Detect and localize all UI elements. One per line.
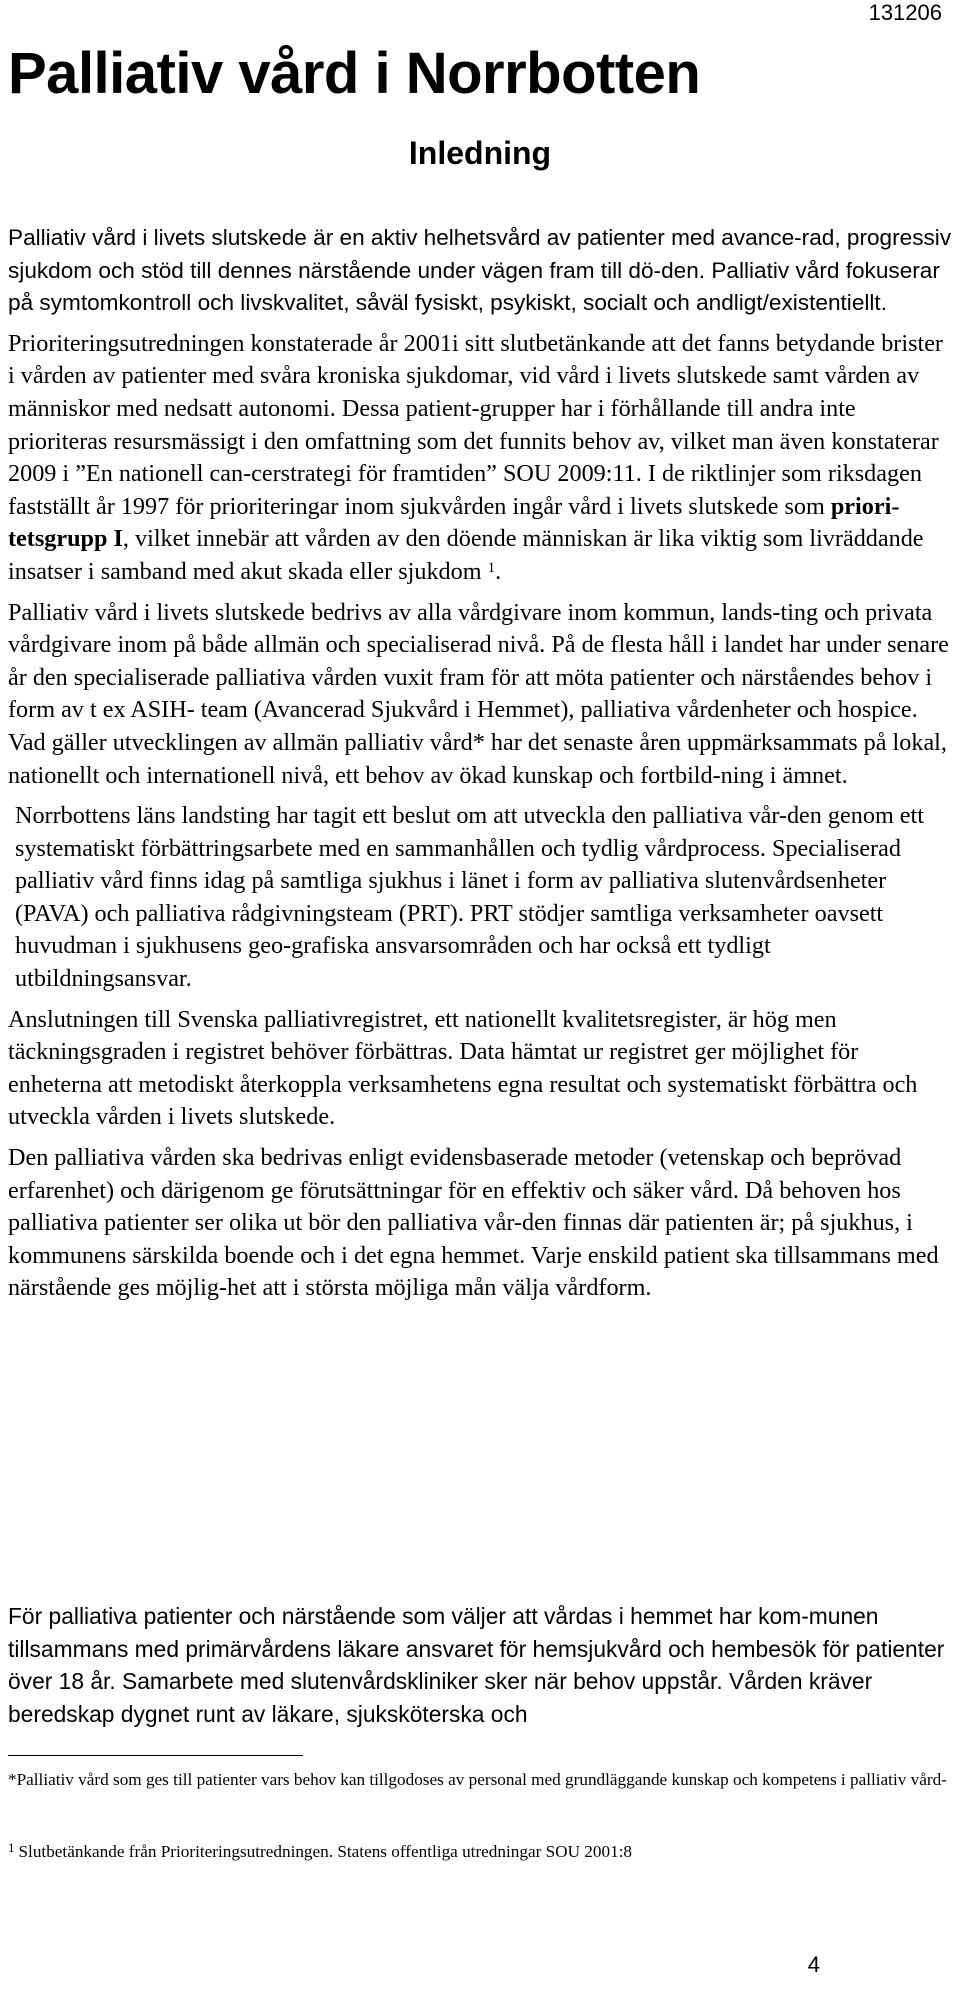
section-heading: Inledning: [408, 135, 552, 171]
paragraph-intro: Palliativ vård i livets slutskede är en aktiv helhetsvård av patienter med avance-rad, progressiv sjukdom och stöd till dennes närstående under vägen fram till dö-den. Palliativ vård fokuserar på symtomkontroll och livskvalitet, såväl fysiskt, psykiskt, socialt och andligt/existentiellt.: [8, 225, 952, 316]
page-title: Palliativ vård i Norrbotten: [8, 41, 701, 106]
paragraph-prioritization: [8, 328, 953, 589]
paragraph-registry: Anslutningen till Svenska palliativregistret, ett nationellt kvalitetsregister, är hög men täckningsgraden i registret behöver förbättras. Data hämtat ur registret ger möjlighet för enheterna att metodiskt återkoppla verksamhetens egna resultat och systematiskt förbättra och utveckla vården i livets slutskede.: [8, 1005, 918, 1131]
paragraph-evidence: Den palliativa vården ska bedrivas enligt evidensbaserade metoder (vetenskap och beprövad erfarenhet) och därigenom ge förutsättningar för en effektiv och säker vård. Då behoven hos palliativa patienter ser olika ut bör den palliativa vår-den finnas där patienten är; på sjukhus, i kommunens särskilda boende och i det egna hemmet. Varje enskild patient ska tillsammans med närstående ges möjlig-het att i största möjliga mån välja vårdform.: [8, 1144, 939, 1302]
footnote-1-number: 1: [8, 1840, 15, 1855]
footnote-divider: [8, 1755, 303, 1756]
page-number: 4: [807, 1952, 820, 1977]
paragraph-norrbotten: Norrbottens läns landsting har tagit ett beslut om att utveckla den palliativa vår-den genom ett systematiskt förbättringsarbete med en sammanhållen och tydlig vårdprocess. Specialiserad palliativ vård finns idag på samtliga sjukhus i länet i form av palliativa slutenvårdsenheter (PAVA) och palliativa rådgivningsteam (PRT). PRT stödjer samtliga verksamheter oavsett huvudman i sjukhusens geo-grafiska ansvarsområden och har också ett tydligt utbildningsansvar.: [15, 802, 924, 993]
footnote-1-text: Slutbetänkande från Prioriteringsutredningen. Statens offentliga utredningar SOU 2001:8: [18, 1842, 633, 1861]
paragraph-prioritization-end: .: [495, 557, 502, 585]
footnote-ref-1: 1: [487, 559, 496, 576]
body-text: [8, 222, 953, 1313]
paragraph-home-care: För palliativa patienter och närstående som väljer att vårdas i hemmet har kom-munen tillsammans med primärvårdens läkare ansvaret för hemsjukvård och hembesök för patienter över 18 år. Samarbete med slutenvårdskliniker sker när behov uppstår. Vården kräver beredskap dygnet runt av läkare, sjuksköterska och: [8, 1603, 945, 1727]
footnote-star: *Palliativ vård som ges till patienter vars behov kan tillgodoses av personal med grundläggande kunskap och kompetens i palliativ vård-: [8, 1770, 947, 1789]
paragraph-prioritization-text-a: Prioriteringsutredningen konstaterade år 2001i sitt slutbetänkande att det fanns betydande brister i vården av patienter med svåra kroniska sjukdomar, vid vård i livets slutskede samt vården av människor med nedsatt autonomi. Dessa patient-grupper har i förhållande till andra inte prioriteras resursmässigt i den omfattning som det funnits behov av, vilket man även konstaterar 2009 i ”En nationell can-cerstrategi för framtiden” SOU 2009:11. I de riktlinjer som riksdagen fastställt år 1997 för prioriteringar inom sjukvården ingår vård i livets slutskede som: [8, 329, 943, 520]
paragraph-care-providers: Palliativ vård i livets slutskede bedrivs av alla vårdgivare inom kommun, lands-ting och privata vårdgivare inom på både allmän och specialiserad nivå. På de flesta håll i landet har under senare år den specialiserade palliativa vården vuxit fram för att möta patienter och närståendes behov i form av t ex ASIH- team (Avancerad Sjukvård i Hemmet), palliativa vårdenheter och hospice. Vad gäller utvecklingen av allmän palliativ vård* har det senaste åren uppmärksammats på lokal, nationellt och internationell nivå, ett behov av ökad kunskap och fortbild-ning i ämnet.: [8, 598, 949, 789]
document-id: 131206: [868, 0, 942, 25]
paragraph-prioritization-text-b: , vilket innebär att vården av den döende människan är lika viktig som livräddande insatser i samband med akut skada eller sjukdom: [8, 525, 924, 585]
priority-group-bold: priori-tetsgrupp I: [8, 492, 900, 553]
footnote-1: [8, 1840, 953, 1864]
